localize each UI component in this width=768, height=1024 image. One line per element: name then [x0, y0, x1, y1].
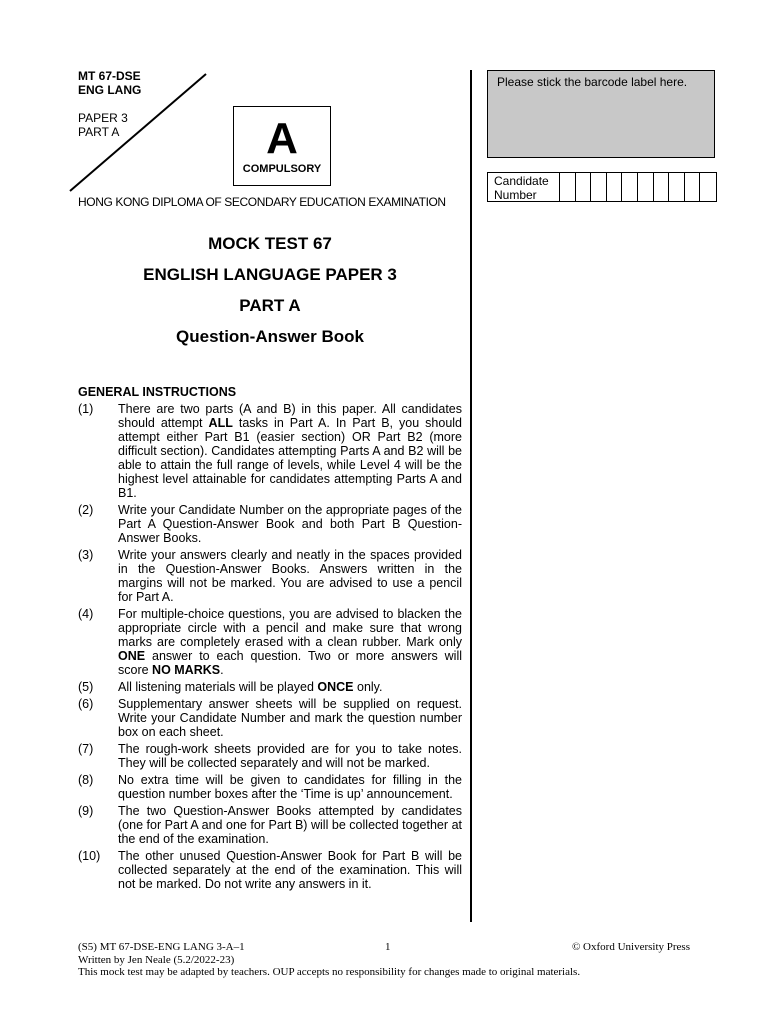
- instruction-number: (5): [78, 680, 94, 694]
- candidate-digit-box: [591, 173, 607, 201]
- candidate-number-box: [487, 172, 717, 202]
- candidate-digit-box: [700, 173, 716, 201]
- instruction-number: (6): [78, 697, 94, 711]
- instruction-text: There are two parts (A and B) in this paper. All candidates should attempt ALL tasks in Part A. In Part B, you should attempt either Part B1 (easier section) OR Part B2 (more difficult section). Candidates attempting Parts A and B2 will be able to attain the full range of levels, while Level 4 will be the highest level attainable for candidates attempting Parts A and B1.: [118, 402, 463, 500]
- diagonal-divider: [68, 73, 208, 193]
- candidate-label-line-2: Number: [494, 188, 537, 202]
- instruction-number: (2): [78, 503, 94, 517]
- footer-copyright: © Oxford University Press: [571, 941, 690, 953]
- instruction-text: For multiple-choice questions, you are advised to blacken the appropriate circle with a pencil and make sure that wrong marks are completely erased with a clean rubber. Mark only ONE answer to each question. Two or more answers will score NO MARKS.: [118, 607, 462, 677]
- instruction-number: (3): [78, 548, 94, 562]
- instruction-number: (7): [78, 742, 94, 756]
- footer-disclaimer: This mock test may be adapted by teachers. OUP accepts no responsibility for changes made to original materials.: [78, 966, 581, 978]
- candidate-digit-box: [560, 173, 576, 201]
- instruction-text: The two Question-Answer Books attempted by candidates (one for Part A and one for Part B) will be collected together at the end of the examination.: [118, 804, 462, 846]
- instruction-text: Write your Candidate Number on the appropriate pages of the Part A Question-Answer Book and both Part B Question-Answer Books.: [118, 503, 462, 545]
- instruction-item: [78, 548, 462, 604]
- footer-author: Written by Jen Neale (5.2/2022-23): [78, 953, 235, 966]
- exam-name: HONG KONG DIPLOMA OF SECONDARY EDUCATION EXAMINATION: [78, 195, 446, 209]
- instruction-item: [78, 697, 462, 739]
- instructions-heading: GENERAL INSTRUCTIONS: [78, 385, 237, 399]
- candidate-digit-box: [638, 173, 654, 201]
- candidate-digit-box: [576, 173, 592, 201]
- instruction-item: [78, 402, 462, 500]
- paper-code-line-1: MT 67-DSE: [78, 69, 141, 83]
- barcode-instruction: Please stick the barcode label here.: [497, 75, 688, 89]
- candidate-label-line-1: Candidate: [494, 174, 549, 188]
- candidate-digit-box: [685, 173, 701, 201]
- instruction-item: [78, 503, 462, 545]
- instruction-number: (9): [78, 804, 94, 818]
- compulsory-label: COMPULSORY: [242, 163, 322, 175]
- footer-paper-code: (S5) MT 67-DSE-ENG LANG 3-A–1: [78, 941, 245, 953]
- instruction-item: [78, 849, 462, 891]
- instruction-text: The other unused Question-Answer Book for Part B will be collected separately at the end of the examination. This will not be marked. Do not write any answers in it.: [118, 849, 462, 891]
- barcode-label-area: [487, 70, 715, 158]
- candidate-digit-box: [669, 173, 685, 201]
- paper-code-line-2: ENG LANG: [78, 83, 142, 97]
- candidate-digit-box: [622, 173, 638, 201]
- title-part: PART A: [239, 296, 301, 315]
- instruction-text: Supplementary answer sheets will be supplied on request. Write your Candidate Number and mark the question number box on each sheet.: [118, 697, 462, 739]
- page-footer: [78, 941, 690, 979]
- instruction-item: [78, 773, 462, 801]
- title-book: Question-Answer Book: [176, 327, 364, 346]
- part-letter: A: [266, 114, 298, 163]
- instructions-list: [78, 402, 462, 894]
- instruction-text: All listening materials will be played ONCE only.: [118, 680, 383, 694]
- vertical-divider: [470, 70, 472, 922]
- instruction-text: Write your answers clearly and neatly in the spaces provided in the Question-Answer Books. Answers written in the margins will not be marked. You are advised to use a pencil for Part A.: [118, 548, 462, 604]
- instruction-item: [78, 742, 462, 770]
- title-paper: ENGLISH LANGUAGE PAPER 3: [143, 265, 397, 284]
- candidate-number-label: [488, 173, 560, 201]
- instruction-item: [78, 607, 462, 677]
- instruction-number: (1): [78, 402, 94, 416]
- compulsory-box: [233, 106, 331, 186]
- candidate-digit-box: [654, 173, 670, 201]
- instruction-item: [78, 804, 462, 846]
- title-mock-test: MOCK TEST 67: [208, 234, 332, 253]
- instruction-item: [78, 680, 462, 694]
- instruction-number: (4): [78, 607, 94, 621]
- paper-number: PAPER 3: [78, 111, 128, 125]
- instruction-number: (10): [78, 849, 101, 863]
- page-number: 1: [385, 941, 391, 953]
- instruction-text: No extra time will be given to candidates for filling in the question number boxes after the ‘Time is up’ announcement.: [118, 773, 462, 801]
- candidate-digit-box: [607, 173, 623, 201]
- instruction-number: (8): [78, 773, 94, 787]
- instruction-text: The rough-work sheets provided are for you to take notes. They will be collected separately and will not be marked.: [118, 742, 462, 770]
- part-label: PART A: [78, 125, 120, 139]
